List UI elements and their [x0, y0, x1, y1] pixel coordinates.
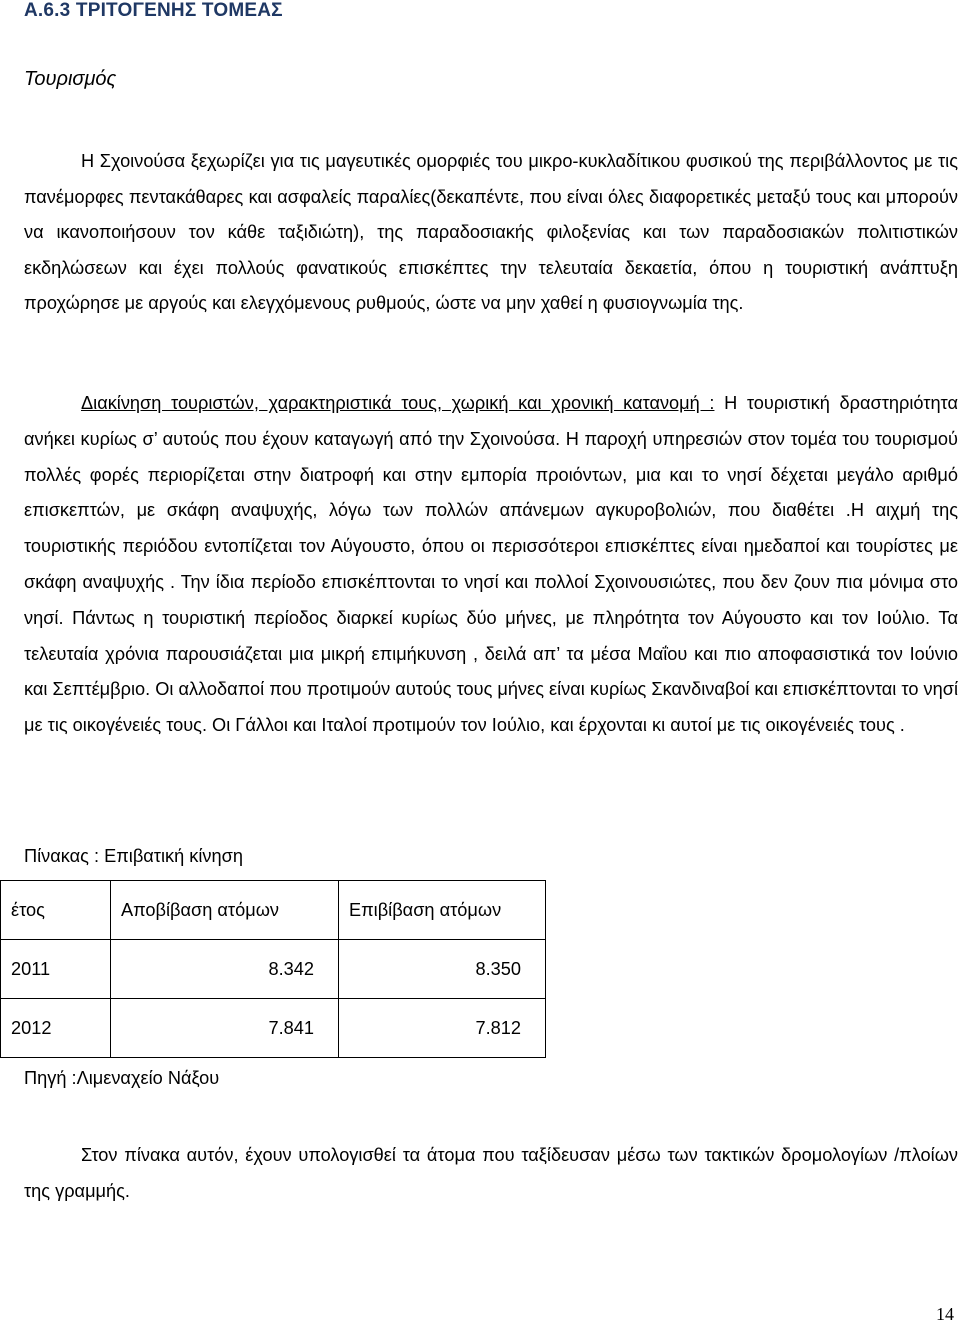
cell-disembarkation: 7.841: [111, 999, 339, 1058]
section-heading: A.6.3 ΤΡΙΤΟΓΕΝΗΣ ΤΟΜΕΑΣ: [24, 0, 283, 21]
table-row: [1, 999, 546, 1058]
paragraph-distribution: [24, 386, 958, 744]
header-year: έτος: [1, 881, 111, 940]
table-row: [1, 940, 546, 999]
paragraph-distribution-body: Η τουριστική δραστηριότητα ανήκει κυρίως σ’ αυτούς που έχουν καταγωγή από την Σχοινούσα. Η παροχή υπηρεσιών στον τομέα του τουρισμού πολλές φορές περιορίζεται στην διατροφή και στην εμπορία προιόντων, μια και το νησί δέχεται μεγάλο αριθμό επισκεπτών, με σκάφη αναψυχής, λόγω των πολλών απάνεμων αγκυροβολιών, που διαθέτει .Η αιχμή της τουριστικής περιόδου εντοπίζεται τον Αύγουστο, όπου οι περισσότεροι επισκέπτες είναι ημεδαποί και τουρίστες με σκάφη αναψυχής . Την ίδια περίοδο επισκέπτονται το νησί και πολλοί Σχοινουσιώτες, που δεν ζουν πια μόνιμα στο νησί. Πάντως η τουριστική περίοδος διαρκεί κυρίως δύο μήνες, με πληρότητα τον Αύγουστο και τον Ιούλιο. Τα τελευταία χρόνια παρουσιάζεται μια μικρή επιμήκυνση , δειλά απ’ τα μέσα Μαΐου και πιο αποφασιστικά τον Ιούνιο και Σεπτέμβριο. Οι αλλοδαποί που προτιμούν αυτούς τους μήνες είναι κυρίως Σκανδιναβοί και επισκέπτονται το νησί με τις οικογένειές τους. Οι Γάλλοι και Ιταλοί προτιμούν τον Ιούλιο, και έρχονται κι αυτοί με τις οικογένειές τους .: [24, 393, 958, 736]
paragraph-distribution-title: Διακίνηση τουριστών, χαρακτηριστικά τους, χωρική και χρονική κατανομή :: [81, 393, 715, 413]
paragraph-table-note: Στον πίνακα αυτόν, έχουν υπολογισθεί τα άτομα που ταξίδευσαν μέσω των τακτικών δρομολογίων /πλοίων της γραμμής.: [24, 1145, 958, 1201]
passenger-traffic-table: [0, 880, 546, 1058]
table-caption: Πίνακας : Επιβατική κίνηση: [24, 846, 243, 866]
cell-year: 2011: [1, 940, 111, 999]
header-disembarkation: Αποβίβαση ατόμων: [111, 881, 339, 940]
cell-embarkation: 8.350: [339, 940, 546, 999]
cell-year: 2012: [1, 999, 111, 1058]
subheading-tourism: Τουρισμός: [24, 68, 117, 90]
table-header-row: [1, 881, 546, 940]
paragraph-intro: Η Σχοινούσα ξεχωρίζει για τις μαγευτικές ομορφιές του μικρο-κυκλαδίτικου φυσικού της περιβάλλοντος με τις πανέμορφες πεντακάθαρες και ασφαλείς παραλίες(δεκαπέντε, που είναι όλες διαφορετικές μεταξύ τους και μπορούν να ικανοποιήσουν τον κάθε ταξιδιώτη), της παραδοσιακής φιλοξενίας και των παραδοσιακών πολιτιστικών εκδηλώσεων και έχει πολλούς φανατικούς επισκέπτες την τελευταία δεκαετία, όπου η τουριστική ανάπτυξη προχώρησε με αργούς και ελεγχόμενους ρυθμούς, ώστε να μην χαθεί η φυσιογνωμία της.: [24, 151, 958, 313]
header-embarkation: Επιβίβαση ατόμων: [339, 881, 546, 940]
cell-embarkation: 7.812: [339, 999, 546, 1058]
table-source: Πηγή :Λιμεναχείο Νάξου: [24, 1068, 220, 1088]
page-number: 14: [936, 1304, 954, 1324]
cell-disembarkation: 8.342: [111, 940, 339, 999]
